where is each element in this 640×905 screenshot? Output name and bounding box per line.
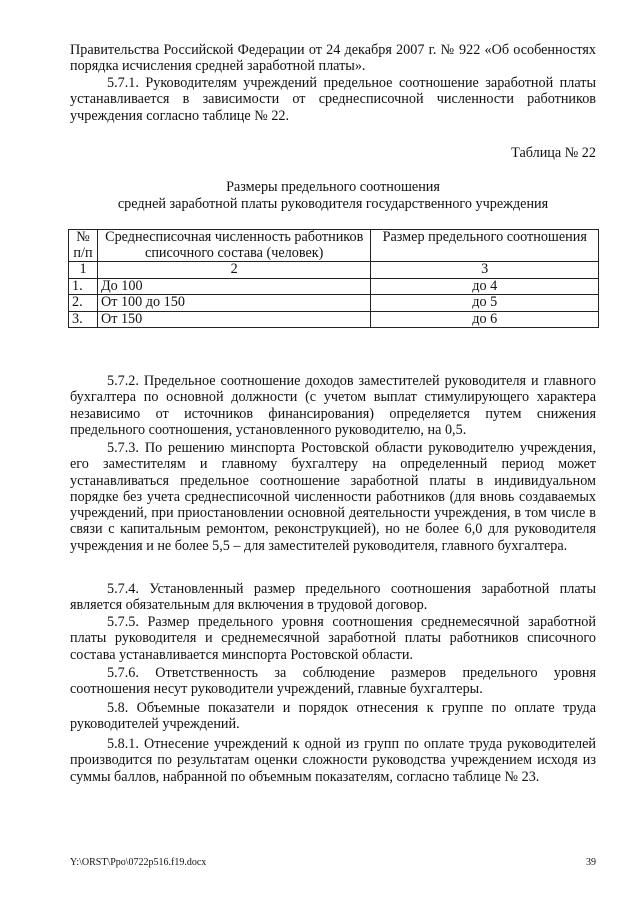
paragraph-5-8-1: 5.8.1. Отнесение учреждений к одной из групп по оплате труда руководителей производится по результатам оценки сложности руководства учреждением исходя из суммы баллов, набранной по объемным показателям, согласно таблице № 23.: [70, 736, 596, 785]
table-label: Таблица № 22: [511, 145, 596, 161]
table-header-row: [69, 230, 599, 262]
numbering-cell: 2: [97, 262, 370, 279]
paragraph-5-8: 5.8. Объемные показатели и порядок отнесения к группе по оплате труда руководителей учреждений.: [70, 700, 596, 733]
paragraph-5-7-6: 5.7.6. Ответственность за соблюдение размеров предельного уровня соотношения несут руководители учреждений, главные бухгалтеры.: [70, 665, 596, 698]
ratio-table: [68, 229, 599, 328]
paragraph-5-7-3: 5.7.3. По решению минспорта Ростовской области руководителю учреждения, его заместителям и главному бухгалтеру на определенный период может устанавливаться предельное соотношение заработной платы в индивидуальном порядке без учета среднесписочной численности работников (для вновь создаваемых учреждений, при приостановлении основной деятельности учреждения, в том числе в связи с капитальным ремонтом, реконструкцией), но не более 6,0 для руководителя учреждения и не более 5,5 – для заместителей руководителя, главного бухгалтера.: [70, 440, 596, 554]
row-number: 3.: [69, 311, 98, 328]
table-title-line-1: Размеры предельного соотношения: [226, 179, 440, 195]
row-ratio: до 5: [371, 295, 599, 312]
paragraph-5-7-2: 5.7.2. Предельное соотношение доходов заместителей руководителя и главного бухгалтера по основной должности (с учетом выплат стимулирующего характера независимо от источников финансирования) определяется путем снижения предельного соотношения, установленного руководителю, на 0,5.: [70, 373, 596, 438]
row-number: 2.: [69, 295, 98, 312]
numbering-cell: 1: [69, 262, 98, 279]
row-headcount: До 100: [97, 278, 370, 295]
table-numbering-row: [69, 262, 599, 279]
header-headcount: Среднесписочная численность работников списочного состава (человек): [97, 230, 370, 262]
row-ratio: до 6: [371, 311, 599, 328]
row-ratio: до 4: [371, 278, 599, 295]
table-row: [69, 311, 599, 328]
intro-paragraph: Правительства Российской Федерации от 24 декабря 2007 г. № 922 «Об особенностях порядка исчисления средней заработной платы».: [70, 42, 596, 75]
paragraph-5-7-5: 5.7.5. Размер предельного уровня соотношения среднемесячной заработной платы руководителя и среднемесячной заработной платы работников списочного состава устанавливается минспорта Ростовской области.: [70, 614, 596, 663]
paragraph-5-7-4: 5.7.4. Установленный размер предельного соотношения заработной платы является обязательным для включения в трудовой договор.: [70, 581, 596, 614]
numbering-cell: 3: [371, 262, 599, 279]
row-number: 1.: [69, 278, 98, 295]
table-row: [69, 295, 599, 312]
header-ratio: Размер предельного соотношения: [371, 230, 599, 262]
paragraph-5-7-1: 5.7.1. Руководителям учреждений предельное соотношение заработной платы устанавливается в зависимости от среднесписочной численности работников учреждения согласно таблице № 22.: [70, 75, 596, 124]
table-row: [69, 278, 599, 295]
table-title-line-2: средней заработной платы руководителя государственного учреждения: [117, 196, 549, 212]
row-headcount: От 150: [97, 311, 370, 328]
header-number: № п/п: [69, 230, 98, 262]
row-headcount: От 100 до 150: [97, 295, 370, 312]
page-number: 39: [586, 857, 596, 868]
footer-file-path: Y:\ORST\Ppo\0722p516.f19.docx: [70, 857, 207, 868]
